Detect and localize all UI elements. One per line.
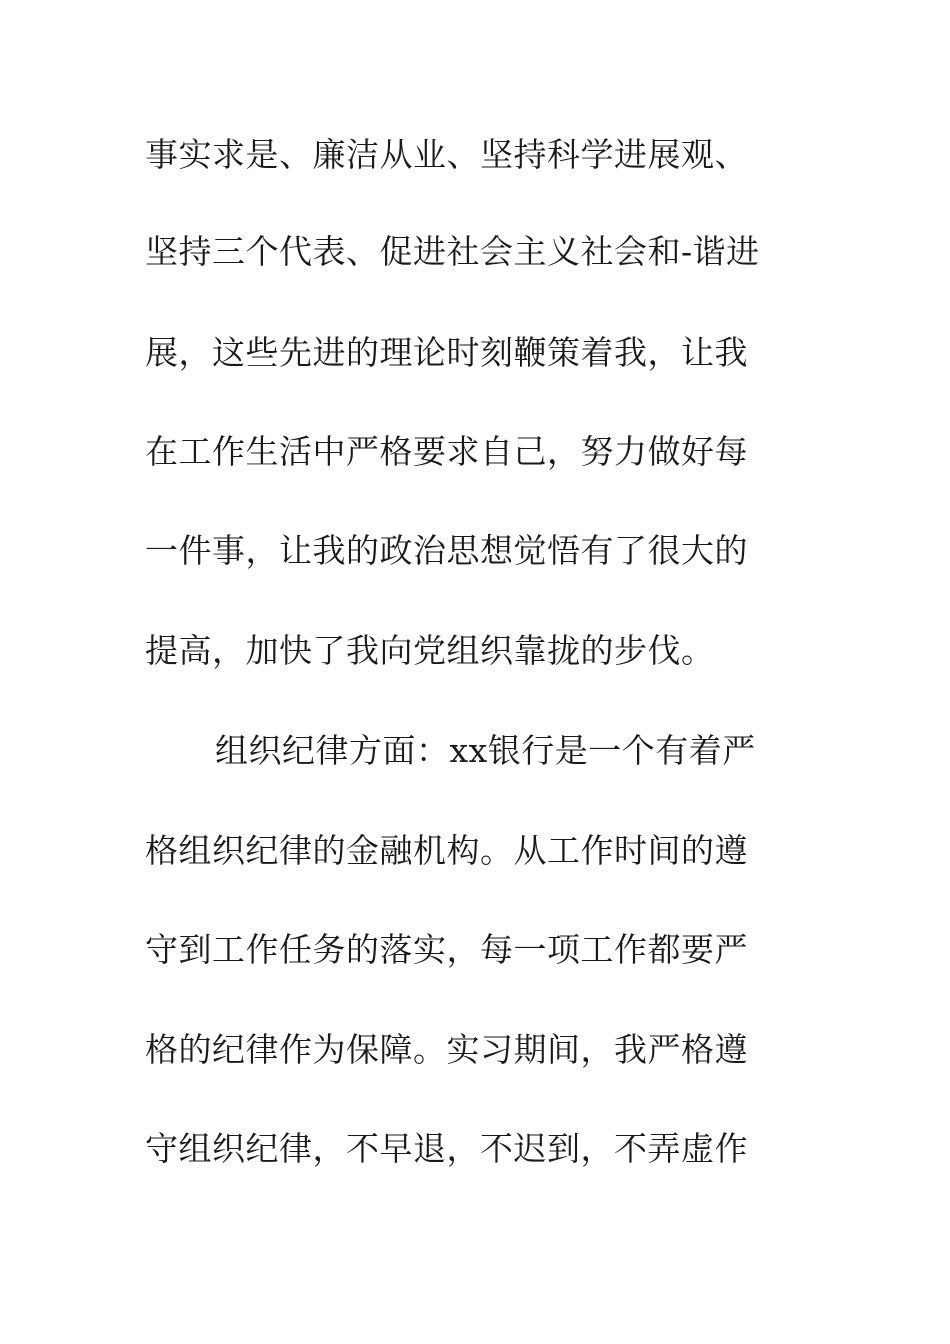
paragraph-first-line: 组织纪律方面：xx银行是一个有着严 [215,731,756,770]
text-line: 守到工作任务的落实，每一项工作都要严 [145,930,748,969]
text-line: 在工作生活中严格要求自己，努力做好每 [145,432,748,471]
text-line: 一件事，让我的政治思想觉悟有了很大的 [145,531,748,570]
text-line: 展，这些先进的理论时刻鞭策着我，让我 [145,333,748,372]
text-line: 格的纪律作为保障。实习期间，我严格遵 [145,1030,748,1069]
text-line: 守组织纪律，不早退，不迟到，不弄虚作 [145,1129,748,1168]
text-line: 提高，加快了我向党组织靠拢的步伐。 [145,631,715,670]
text-line: 坚持三个代表、促进社会主义社会和-谐进 [145,232,760,271]
text-line: 格组织纪律的金融机构。从工作时间的遵 [145,831,748,870]
text-line: 事实求是、廉洁从业、坚持科学进展观、 [145,135,748,174]
